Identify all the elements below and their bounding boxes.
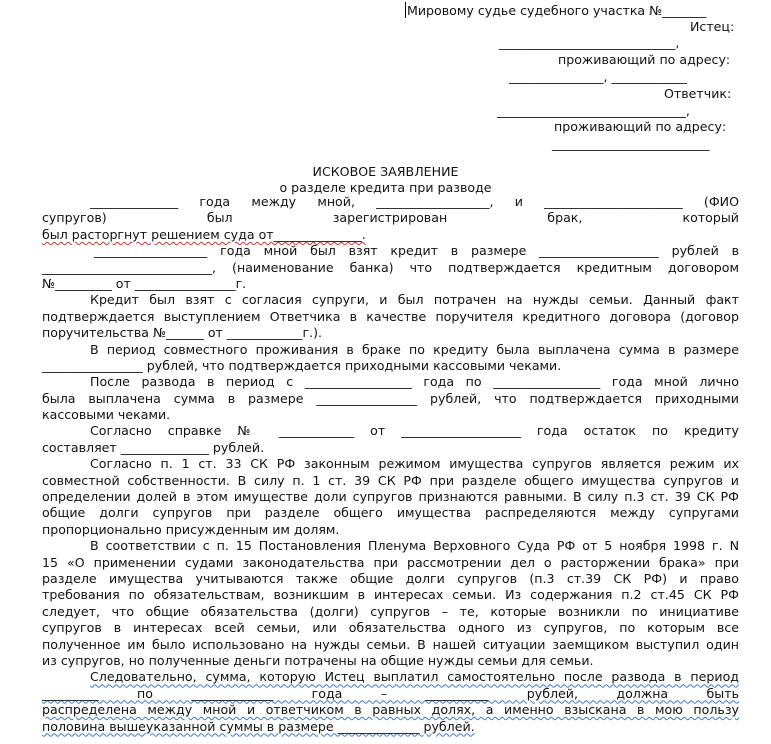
body-line: №_________ от ________________г. — [42, 275, 247, 291]
plaintiff-address-blank: _______________, ____________ — [509, 69, 688, 84]
body-line: составляет ______________ рублей. — [42, 439, 265, 455]
body-line: пропорционально присужденным им долям. — [42, 521, 340, 537]
defendant-address-label: проживающий по адресу: — [554, 119, 727, 134]
body-line: полученное им было использовано на нужды семьи. В нашей ситуации заемщиком выступил один — [42, 636, 739, 652]
plaintiff-label: Истец: — [690, 19, 735, 34]
plaintiff-address-label: проживающий по адресу: — [558, 52, 731, 67]
body-line: супругов) был зарегистрирован брак, который — [42, 210, 739, 226]
body-line: распределена между мной и ответчиком в равных долях, а именно взыскана в мою пользу — [42, 702, 739, 718]
body-line: общие долги супругов при разделе общего имущества распределяются между супругами — [42, 505, 739, 521]
body-line: подтверждается выступлением Ответчика в качестве поручителя кредитного договора (договор — [42, 308, 739, 324]
body-line: В период совместного проживания в браке по кредиту была выплачена сумма в размере — [90, 341, 739, 357]
body-line: была выплачена сумма в размере ________________ рублей, что подтверждается приходными — [42, 390, 739, 406]
body-line: Следовательно, сумма, которую Истец выплатил самостоятельно после развода в период — [90, 669, 739, 685]
addressee-line: Мировому судье судебного участка №_______ — [407, 3, 707, 18]
body-line: В соответствии с п. 15 Постановления Пленума Верховного Суда РФ от 5 ноября 1998 г. N — [90, 538, 739, 554]
body-line: требования по обязательствам, возникшим в интересах семьи. Из содержания п.2 ст.45 СК РФ — [42, 587, 739, 603]
body-line: определении долей в этом имуществе доли супругов признаются равными. В силу п.3 ст. 39 СК РФ — [42, 489, 739, 505]
defendant-name-blank: ______________________________, — [497, 103, 690, 118]
body-line: совместной собственности. В силу п. 1 ст. 39 СК РФ при разделе общего имущества супругов и — [42, 472, 739, 488]
document-subtitle: о разделе кредита при разводе — [279, 180, 492, 195]
document-title: ИСКОВОЕ ЗАЯВЛЕНИЕ — [312, 164, 459, 179]
body-line: половина вышеуказанной суммы в размере _____________ рублей. — [42, 718, 475, 734]
body-line: ______________ года между мной, __________________, и ______________________ (ФИО — [90, 194, 739, 209]
body-line: был расторгнут решением суда от______________. — [42, 226, 366, 242]
body-line: из супругов, но полученные деньги потрачены на общие нужды семьи для семьи. — [42, 652, 594, 668]
body-line: Согласно п. 1 ст. 33 СК РФ законным режимом имущества супругов является режим их — [90, 456, 739, 472]
body-line: супругов в интересах всей семьи, или обязательства одного из супругов, по которым все — [42, 620, 739, 636]
text-cursor — [405, 2, 406, 18]
body-line: 15 «О применении судами законодательства при рассмотрении дел о расторжении брака» при — [42, 554, 739, 570]
body-line: разделе имущества учитываются также общие долги супругов (п.3 ст.39 СК РФ) и право — [42, 570, 739, 586]
plaintiff-name-blank: ____________________________, — [499, 35, 680, 50]
defendant-address-blank: _________________________ — [552, 136, 710, 151]
body-line: _________ по _____________ года – __________ рублей, должна быть — [42, 685, 739, 701]
body-line: Согласно справке № ____________ от ___________________ года остаток по кредиту — [90, 423, 739, 439]
document-body — [42, 194, 739, 735]
body-line: __________________ года мной был взят кредит в размере ___________________ рублей в — [94, 243, 739, 259]
body-line: поручительства №______ от ____________г.). — [42, 325, 322, 341]
body-line: ___________________________, (наименование банка) что подтверждается кредитным договором — [42, 259, 739, 275]
defendant-label: Ответчик: — [664, 86, 732, 101]
body-line: ________________ рублей, что подтверждается приходными кассовыми чеками. — [42, 357, 562, 373]
body-line: После развода в период с _________________ года по _________________ года мной лично — [90, 374, 739, 390]
body-line: кассовыми чеками. — [42, 407, 171, 423]
body-line: следует, что общие обязательства (долги) супругов – те, которые возникли по инициативе — [42, 603, 739, 619]
body-line: Кредит был взят с согласия супруги, и был потрачен на нужды семьи. Данный факт — [90, 292, 739, 308]
